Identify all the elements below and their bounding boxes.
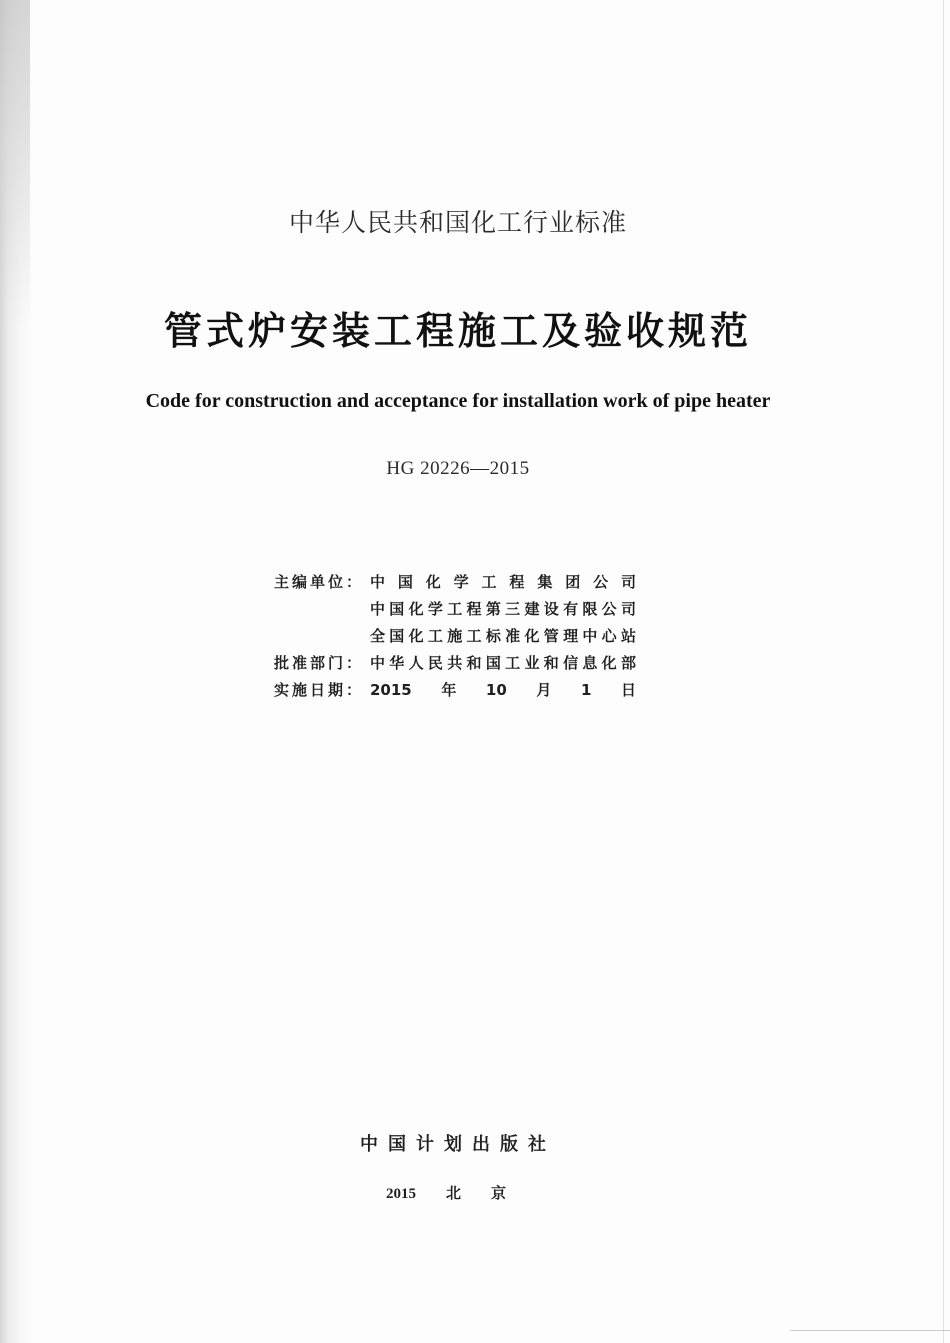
info-value: 中华人民共和国工业和信息化部 — [370, 654, 636, 672]
page-right-border — [943, 0, 944, 1343]
info-value: 中国化学工程第三建设有限公司 — [370, 600, 636, 618]
page-bottom-mark — [790, 1330, 950, 1331]
info-value: 2015年10月1日 — [370, 681, 636, 699]
info-row-effective-date — [274, 676, 644, 703]
standard-number: HG 20226—2015 — [386, 458, 530, 479]
info-label: 主编单位： — [274, 573, 365, 591]
info-row-chief-editor — [274, 568, 644, 595]
info-value: 全国化工施工标准化管理中心站 — [370, 627, 636, 645]
info-value: 中国化学工程集团公司 — [370, 573, 636, 591]
info-label: 实施日期： — [274, 681, 365, 699]
document-title-en: Code for construction and acceptance for installation work of pipe heater — [145, 390, 771, 412]
info-label: 批准部门： — [274, 654, 365, 672]
publication-city: 北京 — [446, 1184, 537, 1202]
publication-year: 2015 — [386, 1186, 416, 1202]
info-row-co-editor — [274, 595, 644, 622]
publisher-name: 中国计划出版社 — [360, 1134, 556, 1155]
info-row-co-editor — [274, 622, 644, 649]
document-title-cn: 管式炉安装工程施工及验收规范 — [163, 309, 752, 353]
publication-place — [386, 1182, 536, 1203]
info-row-approval-department — [274, 649, 644, 676]
standard-category: 中华人民共和国化工行业标准 — [288, 208, 627, 237]
publication-info — [274, 568, 644, 703]
scan-edge-stain — [0, 0, 30, 330]
